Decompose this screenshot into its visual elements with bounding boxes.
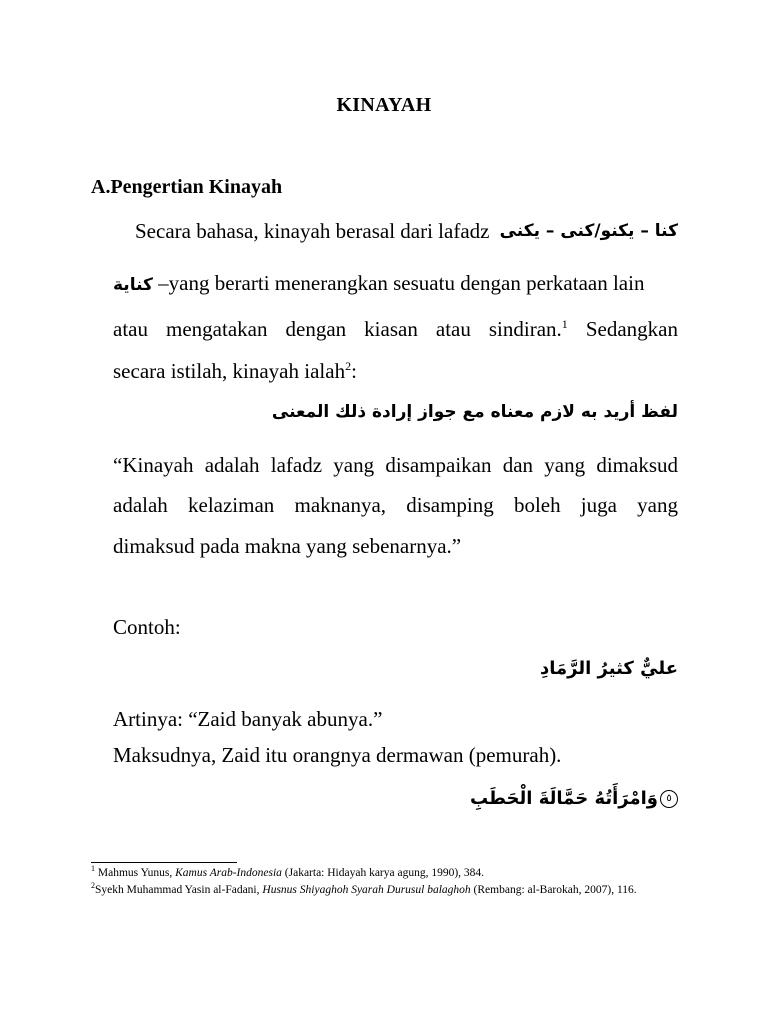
paragraph-text: Sedangkan <box>567 317 678 341</box>
paragraph-text: Secara bahasa, kinayah berasal dari lafadz <box>135 219 490 243</box>
footnote-publication: (Jakarta: Hidayah karya agung, 1990), 384. <box>281 867 485 879</box>
footnote-author: Syekh Muhammad Yasin al-Fadani, <box>95 884 263 896</box>
example-explanation: Maksudnya, Zaid itu orangnya dermawan (pemurah). <box>113 743 562 767</box>
quran-verse: وَامْرَأَتُهُ حَمَّالَةَ الْحَطَبِ <box>469 788 658 809</box>
example-arabic-2 <box>470 788 678 809</box>
page-title: KINAYAH <box>336 94 432 116</box>
paragraph-text: secara istilah, kinayah ialah <box>113 359 346 383</box>
footnote-number: 1 <box>91 864 95 874</box>
paragraph-text: –yang berarti menerangkan sesuatu dengan perkataan lain <box>158 271 645 295</box>
footnote-1 <box>91 866 681 881</box>
paragraph-text: : <box>351 359 357 383</box>
footnote-number: 2 <box>91 881 95 891</box>
example-arabic-1: عليٌّ كثيرُ الرَّمَادِ <box>539 658 678 679</box>
arabic-definition: لفظ أريد به لازم معناه مع جواز إرادة ذلك المعنى <box>271 402 678 422</box>
footnote-publication: (Rembang: al-Barokah, 2007), 116. <box>470 884 637 896</box>
translation-line-3: dimaksud pada makna yang sebenarnya.” <box>113 534 462 558</box>
arabic-root-words: كنا – يكنو/كنى – يكنى <box>499 221 678 241</box>
paragraph-text: atau mengatakan dengan kiasan atau sindiran. <box>113 317 562 341</box>
ayah-number-mark: ٥ <box>660 790 678 808</box>
footnote-work: Kamus Arab-Indonesia <box>175 867 282 879</box>
translation-line-1: “Kinayah adalah lafadz yang disampaikan dan yang dimaksud <box>113 453 678 477</box>
example-meaning: Artinya: “Zaid banyak abunya.” <box>113 707 383 731</box>
footnote-ref[interactable]: 1 <box>561 317 568 331</box>
example-label: Contoh: <box>113 615 181 639</box>
footnote-ref[interactable]: 2 <box>345 359 352 373</box>
translation-line-2: adalah kelaziman maknanya, disamping boleh juga yang <box>113 493 678 517</box>
footnote-2 <box>91 883 681 898</box>
paragraph-line-4 <box>113 358 357 384</box>
footnote-author: Mahmus Yunus, <box>95 867 176 879</box>
paragraph-line-3 <box>113 316 678 342</box>
section-heading: A.Pengertian Kinayah <box>91 176 283 198</box>
arabic-kinayah-word: كناية <box>113 275 153 295</box>
paragraph-line-1 <box>135 218 678 244</box>
paragraph-line-2 <box>113 270 678 298</box>
footnote-work: Husnus Shiyaghoh Syarah Durusul balaghoh <box>262 884 471 896</box>
footnote-divider <box>91 862 237 863</box>
